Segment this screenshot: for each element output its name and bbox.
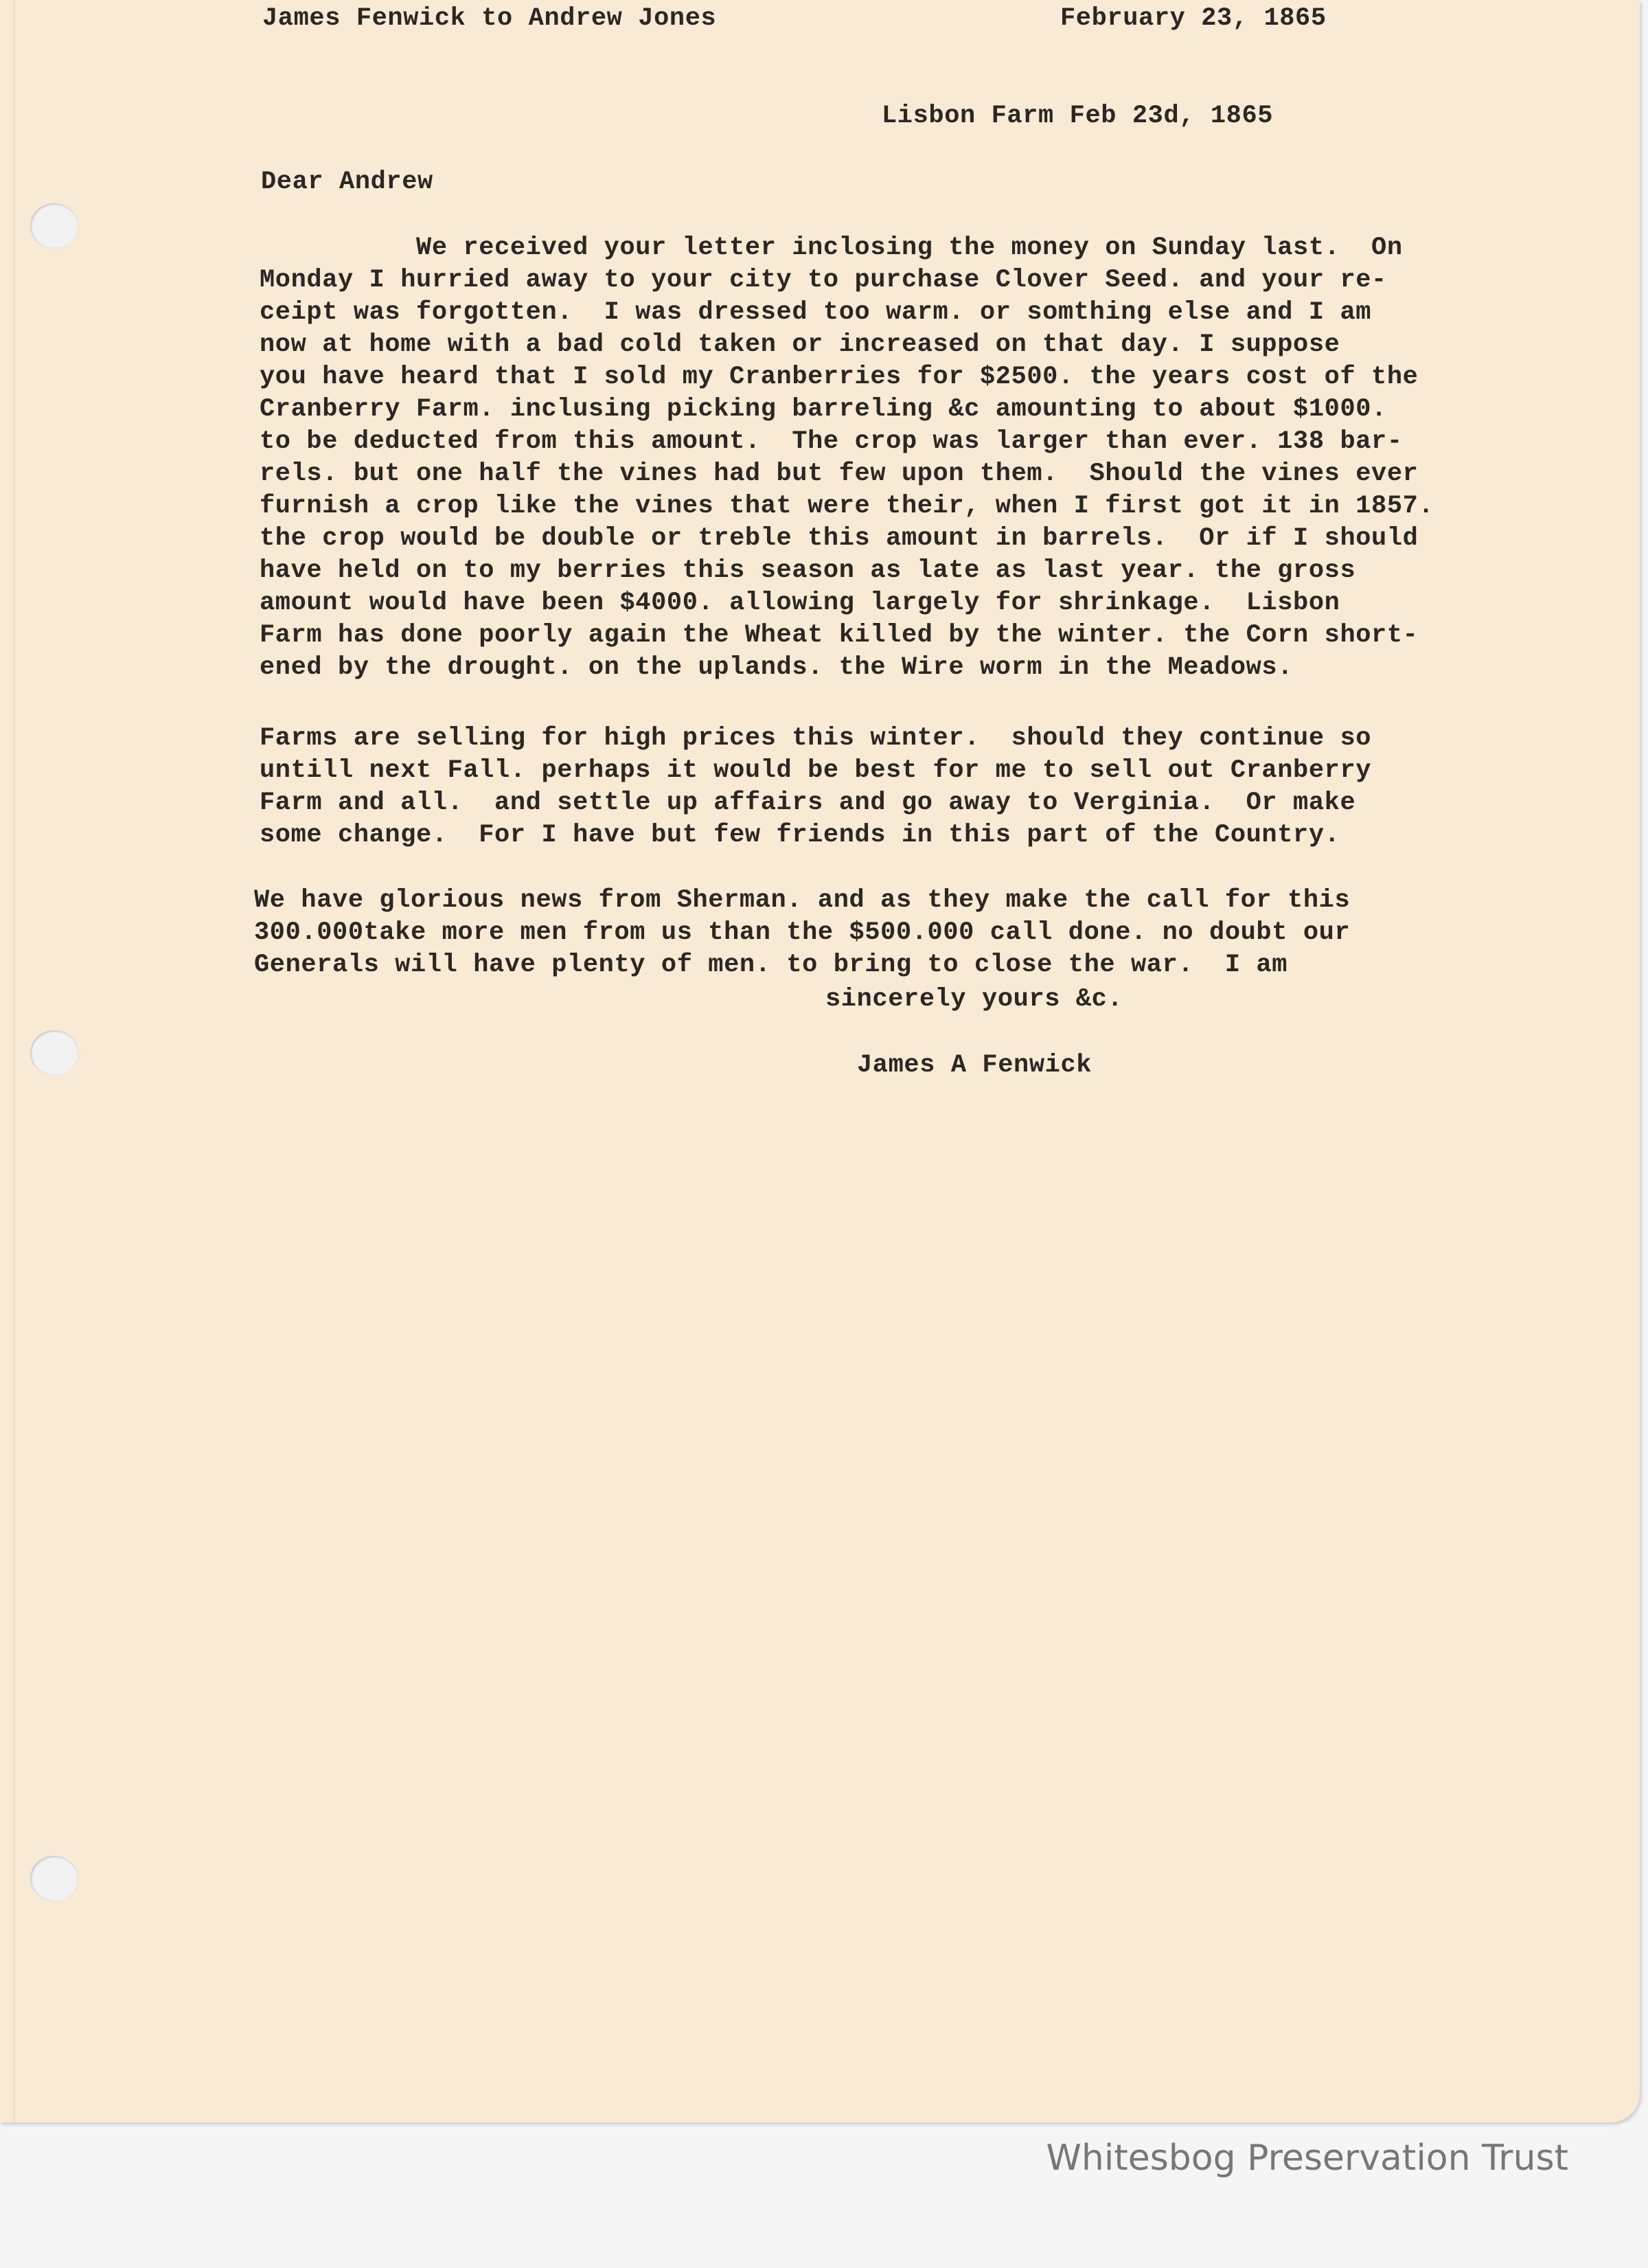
letter-line: now at home with a bad cold taken or increased on that day. I suppose xyxy=(260,330,1340,359)
letter-line: Farm has done poorly again the Wheat killed by the winter. the Corn short- xyxy=(260,621,1419,650)
binder-hole-middle xyxy=(30,1030,78,1076)
letter-line: rels. but one half the vines had but few upon them. Should the vines ever xyxy=(260,460,1419,488)
letter-line: amount would have been $4000. allowing largely for shrinkage. Lisbon xyxy=(260,589,1340,617)
letter-line: Cranberry Farm. inclusing picking barreling &c amounting to about $1000. xyxy=(260,395,1387,424)
letter-place-date: Lisbon Farm Feb 23d, 1865 xyxy=(882,102,1274,131)
letter-line: have held on to my berries this season as late as last year. the gross xyxy=(260,556,1356,585)
letter-line: We have glorious news from Sherman. and as they make the call for this xyxy=(254,886,1351,915)
letter-signature: James A Fenwick xyxy=(857,1051,1092,1080)
letter-line: ceipt was forgotten. I was dressed too warm. or somthing else and I am xyxy=(260,298,1372,327)
letter-line: untill next Fall. perhaps it would be best for me to sell out Cranberry xyxy=(260,756,1372,785)
header-date: February 23, 1865 xyxy=(1060,4,1327,33)
letter-line: Farms are selling for high prices this winter. should they continue so xyxy=(260,724,1372,753)
letter-line: We received your letter inclosing the money on Sunday last. On xyxy=(260,234,1403,262)
archive-credit: Whitesbog Preservation Trust xyxy=(1046,2137,1568,2179)
header-correspondents: James Fenwick to Andrew Jones xyxy=(262,4,717,33)
letter-line: to be deducted from this amount. The crop was larger than ever. 138 bar- xyxy=(260,427,1403,456)
letter-salutation: Dear Andrew xyxy=(261,168,433,196)
letter-line: 300.000take more men from us than the $500.000 call done. no doubt our xyxy=(254,918,1351,947)
letter-line: ened by the drought. on the uplands. the Wire worm in the Meadows. xyxy=(260,653,1294,682)
letter-line: the crop would be double or treble this amount in barrels. Or if I should xyxy=(260,524,1419,553)
letter-line: you have heard that I sold my Cranberries for $2500. the years cost of the xyxy=(260,363,1419,392)
letter-line: Monday I hurried away to your city to purchase Clover Seed. and your re- xyxy=(260,266,1387,295)
binder-hole-bottom xyxy=(30,1856,78,1901)
binder-hole-top xyxy=(30,203,78,249)
letter-line: furnish a crop like the vines that were their, when I first got it in 1857. xyxy=(260,492,1434,521)
letter-line: Farm and all. and settle up affairs and go away to Verginia. Or make xyxy=(260,789,1356,817)
letter-closing: sincerely yours &c. xyxy=(825,985,1123,1014)
letter-line: some change. For I have but few friends in this part of the Country. xyxy=(260,821,1340,850)
letter-line: Generals will have plenty of men. to bring to close the war. I am xyxy=(254,951,1288,979)
